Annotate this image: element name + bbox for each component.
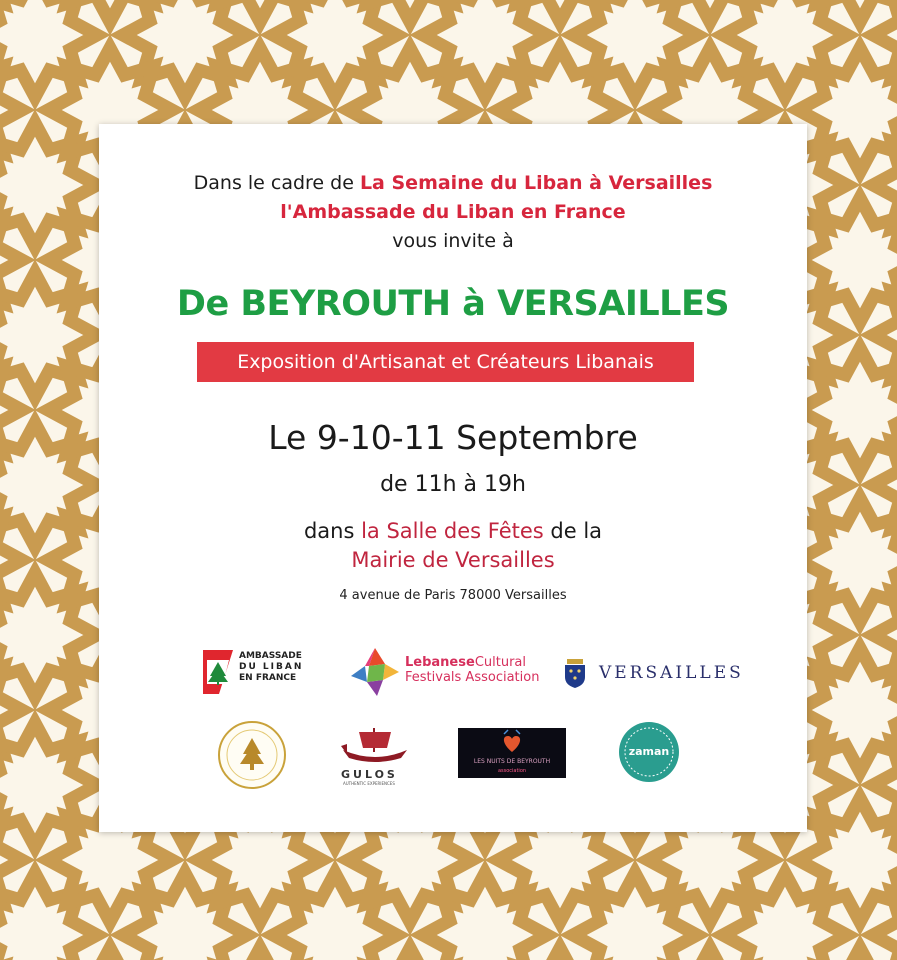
invitation-card xyxy=(99,124,807,832)
embassy-line3: EN FRANCE xyxy=(239,673,297,683)
zaman-logo xyxy=(618,721,680,783)
pattern-star xyxy=(798,498,897,622)
ship-icon xyxy=(337,724,413,768)
gulos-tagline: AUTHENTIC EXPERIENCES xyxy=(343,781,395,786)
embassy-line1: AMBASSADE xyxy=(239,651,302,661)
pattern-star xyxy=(798,0,897,22)
event-title: De BEYROUTH à VERSAILLES xyxy=(176,284,730,324)
pattern-star xyxy=(798,348,897,472)
cedar-seal-icon xyxy=(217,720,287,790)
coat-of-arms-icon xyxy=(563,657,587,689)
gulos-name: GULOS xyxy=(341,768,398,781)
venue-address: 4 avenue de Paris 78000 Versailles xyxy=(339,588,567,603)
host-name: l'Ambassade du Liban en France xyxy=(280,201,626,223)
venue-line-1 xyxy=(99,519,807,543)
pattern-star xyxy=(0,423,97,547)
gulos-logo xyxy=(337,724,413,790)
embassy-logo-text xyxy=(239,651,303,684)
pattern-star xyxy=(0,0,97,97)
intro-prefix: Dans le cadre de xyxy=(193,172,360,194)
pattern-star xyxy=(573,0,697,97)
pattern-star xyxy=(273,873,397,960)
invite-text: vous invite à xyxy=(392,230,514,252)
pattern-star xyxy=(723,0,847,97)
pattern-star xyxy=(798,648,897,772)
event-week-name: La Semaine du Liban à Versailles xyxy=(359,172,713,194)
venue-hall: la Salle des Fêtes xyxy=(361,519,544,543)
lcfa-name-line2: Festivals Association xyxy=(405,670,540,685)
pattern-star xyxy=(0,123,97,247)
heart-icon xyxy=(458,728,566,758)
beyrouth-association-name: LES NUITS DE BEYROUTH xyxy=(473,758,551,765)
pattern-star xyxy=(873,873,897,960)
pattern-star xyxy=(0,873,97,960)
zaman-name: zaman xyxy=(628,745,670,758)
pattern-star xyxy=(0,573,97,697)
lcfa-name-bold: Lebanese xyxy=(405,655,475,670)
lcfa-name-rest: Cultural xyxy=(474,655,526,670)
pattern-star xyxy=(573,873,697,960)
versailles-logo xyxy=(563,657,753,689)
event-hours: de 11h à 19h xyxy=(380,472,526,497)
venue-prefix: dans xyxy=(303,519,362,543)
beyrouth-association-sub: association xyxy=(497,768,527,774)
pattern-star xyxy=(123,0,247,97)
pattern-star xyxy=(0,723,97,847)
pattern-star xyxy=(723,873,847,960)
event-dates: Le 9-10-11 Septembre xyxy=(268,418,638,457)
pattern-star xyxy=(423,0,547,97)
pattern-star xyxy=(423,873,547,960)
colorful-star-icon xyxy=(347,644,403,700)
pattern-star xyxy=(0,273,97,397)
pattern-star xyxy=(798,798,897,922)
embassy-line2: DU LIBAN xyxy=(239,662,304,672)
vab-logo xyxy=(217,720,287,790)
intro-line-1 xyxy=(99,172,807,194)
pattern-star xyxy=(798,948,897,960)
versailles-logo-text: VERSAILLES xyxy=(599,663,744,683)
lcfa-logo-text xyxy=(405,655,539,685)
pattern-star xyxy=(273,0,397,97)
embassy-logo xyxy=(199,646,319,698)
pattern-star xyxy=(798,198,897,322)
venue-suffix: de la xyxy=(543,519,603,543)
pattern-star xyxy=(123,873,247,960)
pattern-star xyxy=(798,48,897,172)
venue-townhall: Mairie de Versailles xyxy=(351,548,555,572)
event-subtitle-banner: Exposition d'Artisanat et Créateurs Libanais xyxy=(197,342,694,382)
lcfa-logo xyxy=(347,644,547,700)
beyrouth-association-logo xyxy=(458,728,566,778)
cedar-flag-icon xyxy=(199,646,235,698)
